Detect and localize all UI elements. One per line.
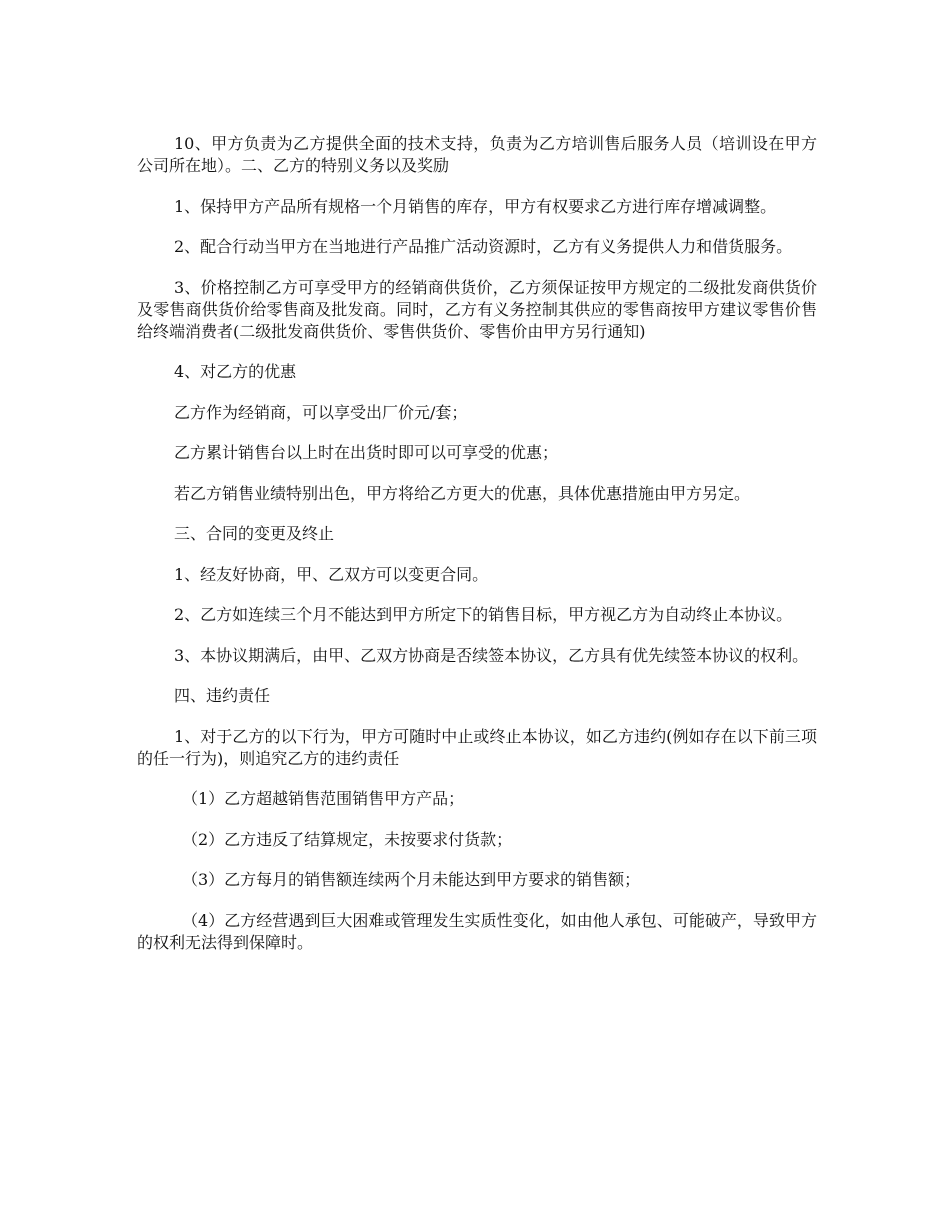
paragraph-inventory: 1、保持甲方产品所有规格一个月销售的库存，甲方有权要求乙方进行库存增减调整。 bbox=[174, 196, 777, 216]
paragraph-change-contract: 1、经友好协商，甲、乙双方可以变更合同。 bbox=[174, 564, 489, 584]
paragraph-tech-support: 10、甲方负责为乙方提供全面的技术支持，负责为乙方培训售后服务人员（培训设在甲方公司所在地）。二、乙方的特别义务以及奖励 bbox=[137, 134, 817, 175]
section-heading-breach: 四、违约责任 bbox=[174, 686, 271, 705]
paragraph-renewal: 3、本协议期满后，由甲、乙双方协商是否续签本协议，乙方具有优先续签本协议的权利。 bbox=[174, 645, 809, 665]
paragraph-discount-heading: 4、对乙方的优惠 bbox=[174, 362, 297, 381]
list-item-breach-2: （2）乙方违反了结算规定，未按要求付货款； bbox=[182, 829, 513, 849]
list-item-breach-1: （1）乙方超越销售范围销售甲方产品； bbox=[182, 789, 465, 808]
paragraph-promotion: 2、配合行动当甲方在当地进行产品推广活动资源时，乙方有义务提供人力和借货服务。 bbox=[174, 237, 793, 256]
paragraph-factory-price: 乙方作为经销商，可以享受出厂价元/套； bbox=[174, 402, 468, 422]
paragraph-cumulative-sales: 乙方累计销售台以上时在出货时即可以可享受的优惠； bbox=[174, 443, 559, 462]
section-heading-change-termination: 三、合同的变更及终止 bbox=[174, 524, 335, 543]
paragraph-auto-termination: 2、乙方如连续三个月不能达到甲方所定下的销售目标，甲方视乙方为自动终止本协议。 bbox=[174, 605, 793, 624]
document-body bbox=[137, 133, 817, 972]
paragraph-extra-discount: 若乙方销售业绩特别出色，甲方将给乙方更大的优惠，具体优惠措施由甲方另定。 bbox=[174, 483, 751, 503]
list-item-breach-3: （3）乙方每月的销售额连续两个月未能达到甲方要求的销售额； bbox=[182, 870, 641, 889]
paragraph-breach-intro: 1、对于乙方的以下行为，甲方可随时中止或终止本协议，如乙方违约(例如存在以下前三项的任一行为)，则追究乙方的违约责任 bbox=[137, 726, 817, 768]
list-item-breach-4: （4）乙方经营遇到巨大困难或管理发生实质性变化，如由他人承包、可能破产，导致甲方的权利无法得到保障时。 bbox=[137, 910, 817, 952]
paragraph-price-control: 3、价格控制乙方可享受甲方的经销商供货价，乙方须保证按甲方规定的二级批发商供货价及零售商供货价给零售商及批发商。同时，乙方有义务控制其供应的零售商按甲方建议零售价售给终端消费者(二级批发商供货价、零售供货价、零售价由甲方另行通知) bbox=[137, 277, 817, 341]
